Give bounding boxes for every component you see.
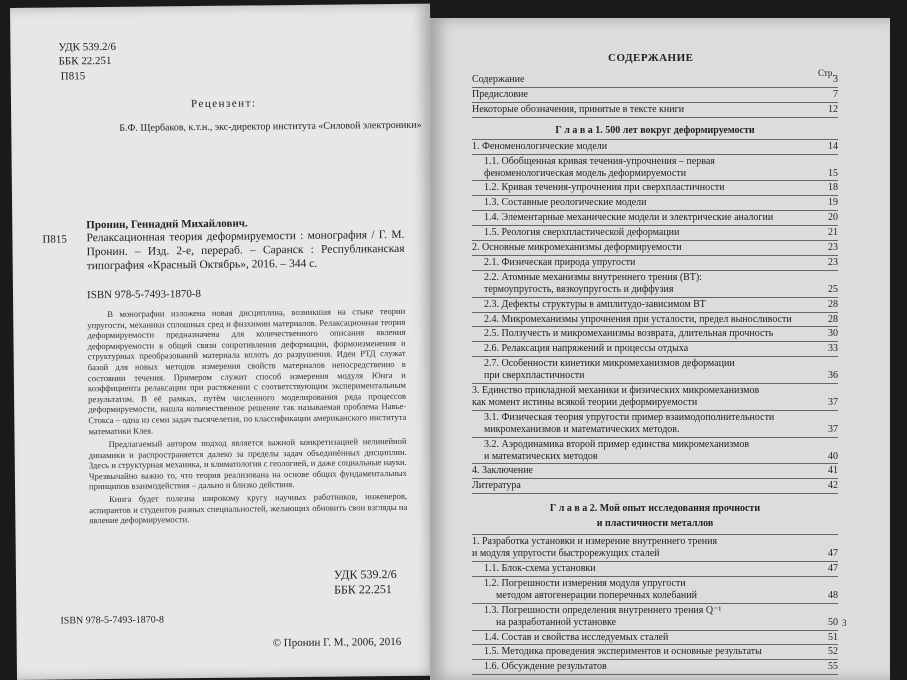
toc-entry-title: на разработанной установке (496, 616, 617, 628)
copyright: © Пронин Г. М., 2006, 2016 (272, 635, 402, 650)
toc-entry-title: 1.5. Реология сверхпластической деформации (484, 227, 680, 239)
toc-separator (472, 478, 838, 479)
toc-entry (472, 358, 838, 369)
toc-entry (472, 272, 838, 283)
toc-entry-title: 2.5. Ползучесть и микромеханизмы возврата, длительная прочность (484, 328, 774, 340)
toc-separator (472, 493, 838, 494)
toc-entry (472, 632, 838, 643)
chapter-heading: Г л а в а 1. 500 лет вокруг деформируемости (555, 124, 755, 136)
toc-entry-title: 1. Феноменологические модели (472, 140, 608, 152)
toc-entry-page: 23 (828, 256, 838, 268)
toc-entry-page: 14 (828, 140, 838, 152)
isbn-bottom: ISBN 978-5-7493-1870-8 (60, 614, 165, 627)
toc-separator (472, 225, 838, 226)
toc-entry-title: Содержание (472, 74, 525, 85)
abstract-paragraph-3: Книга будет полезна широкому кругу научных работников, инженеров, аспирантов и студентов разных специальностей, желающих обновить свои взгляды на явление деформируемости. (89, 490, 408, 526)
toc-entry-page: 7 (833, 88, 838, 100)
toc-separator (472, 603, 838, 604)
udk-top: УДК 539.2/6 (58, 40, 117, 54)
left-page (10, 4, 437, 680)
toc-entry (472, 397, 838, 408)
toc-separator (472, 576, 838, 577)
toc-entry (472, 182, 838, 193)
toc-separator (472, 383, 838, 384)
toc-entry (472, 548, 838, 559)
toc-entry-page: 40 (828, 450, 838, 462)
toc-entry-title: 2.1. Физическая природа упругости (484, 256, 636, 268)
toc-separator (472, 410, 838, 411)
catalog-code: П815 (42, 233, 67, 246)
toc-separator (472, 255, 838, 256)
toc-entry (472, 343, 838, 354)
toc-separator (472, 195, 838, 196)
toc-entry (472, 141, 838, 152)
toc-entry-page: 21 (828, 227, 838, 239)
right-page (430, 18, 890, 680)
isbn: ISBN 978-5-7493-1870-8 (86, 288, 202, 302)
toc-entry-page: 36 (828, 370, 838, 382)
toc-entry-page: 41 (828, 465, 838, 477)
toc-entry-title: 1.3. Погрешности определения внутреннего трения Q⁻¹ (484, 604, 722, 616)
toc-entry-title: как момент истины всякой теории деформируемости (472, 396, 698, 408)
toc-entry (472, 536, 838, 547)
toc-entry (472, 74, 838, 85)
toc-entry-title: 2.3. Дефекты структуры в амплитудо-зависимом ВТ (484, 298, 706, 310)
toc-entry (472, 465, 838, 476)
udk-bottom: УДК 539.2/6 (333, 566, 397, 582)
toc-separator (472, 240, 838, 241)
toc-entry-title: 2.2. Атомные механизмы внутреннего трения (ВТ): (484, 271, 702, 283)
toc-separator (472, 534, 838, 535)
toc-entry-page: 25 (828, 283, 838, 295)
toc-entry-title: 1. Разработка установки и измерение внутреннего трения (472, 536, 718, 548)
toc-entry-title: 1.4. Состав и свойства исследуемых сталей (484, 631, 669, 643)
toc-entry-page: 15 (828, 167, 838, 179)
toc-entry-title: 2.6. Релаксация напряжений и процессы отдыха (484, 343, 689, 355)
toc-entry-title: 1.1. Обобщенная кривая течения-упрочнения – первая (484, 155, 715, 167)
toc-separator (472, 674, 838, 675)
contents-heading: СОДЕРЖАНИЕ (608, 52, 694, 64)
toc-entry-page: 48 (828, 589, 838, 601)
toc-entry (472, 242, 838, 253)
toc-entry (472, 661, 838, 672)
toc-entry (472, 578, 838, 589)
toc-entry-page: 37 (828, 423, 838, 435)
toc-entry-page: 18 (828, 182, 838, 194)
toc-entry-title: 1.1. Блок-схема установки (484, 563, 596, 574)
toc-entry (472, 314, 838, 325)
toc-separator (472, 210, 838, 211)
toc-entry-title: 1.6. Обсуждение результатов (484, 661, 607, 673)
toc-entry (472, 257, 838, 268)
toc-entry (472, 299, 838, 310)
toc-entry-title: 1.3. Составные реологические модели (484, 197, 647, 209)
toc-separator (472, 180, 838, 181)
toc-entry-title: и математических методов (484, 450, 598, 462)
chapter-heading: и пластичности металлов (596, 518, 714, 530)
toc-entry-page: 3 (833, 74, 838, 85)
toc-entry (472, 412, 838, 423)
toc-entry-page: 42 (828, 480, 838, 492)
reviewer-heading: Рецензент: (190, 97, 257, 111)
toc-separator (472, 297, 838, 298)
toc-entry (472, 617, 838, 628)
toc-entry-title: 4. Заключение (472, 465, 533, 477)
toc-entry-page: 47 (828, 548, 838, 560)
author-name: Пронин, Геннадий Михайлович. (86, 217, 248, 232)
toc-entry-title: 1.5. Методика проведения экспериментов и основные результаты (484, 646, 762, 658)
toc-entry (472, 370, 838, 381)
toc-separator (472, 117, 838, 118)
toc-entry-title: 2.4. Микромеханизмы упрочнения при усталости, предел выносливости (484, 313, 792, 325)
toc-separator (472, 561, 838, 562)
abstract-paragraph-2: Предлагаемый автором подход является важной конкретизацией нелинейной динамики и распространяется далеко за пределы задач объединённых дисциплин. Здесь и структурная механика, и климатология с геологией, и даже социальные науки. Чрезвычайно важно то, что теория реализована на основе общих фундаментальных принципов взаимодействия – дально и близко действия. (88, 435, 407, 492)
toc-entry-page: 50 (828, 616, 838, 628)
toc-entry-page: 55 (828, 661, 838, 673)
toc-entry-page: 28 (828, 298, 838, 310)
toc-separator (472, 659, 838, 660)
toc-entry (472, 104, 838, 115)
toc-entry (472, 590, 838, 601)
table-of-contents (472, 74, 838, 673)
toc-separator (472, 312, 838, 313)
toc-entry-page: 37 (828, 396, 838, 408)
toc-entry-title: и модуля упругости быстрорежущих сталей (472, 548, 660, 560)
toc-separator (472, 87, 838, 88)
toc-entry-title: 2.7. Особенности кинетики микромеханизмов деформации (484, 358, 735, 370)
toc-entry (472, 168, 838, 179)
toc-entry (472, 284, 838, 295)
toc-entry (472, 156, 838, 167)
page-column-label: Стр. (818, 68, 835, 78)
toc-entry (472, 451, 838, 462)
toc-separator (472, 341, 838, 342)
toc-entry-page: 28 (828, 313, 838, 325)
bbk-bottom: ББК 22.251 (334, 582, 392, 597)
toc-entry-title: 3.1. Физическая теория упругости пример взаимодополнительности (484, 411, 775, 423)
page-number: 3 (842, 618, 847, 628)
toc-separator (472, 270, 838, 271)
toc-entry-page: 12 (828, 103, 838, 115)
toc-entry (472, 646, 838, 657)
toc-entry (472, 563, 838, 574)
toc-entry-title: 1.4. Элементарные механические модели и электрические аналогии (484, 212, 774, 224)
toc-entry-title: Предисловие (472, 88, 528, 100)
toc-separator (472, 154, 838, 155)
toc-entry (472, 424, 838, 435)
toc-entry-title: методом автогенерации поперечных колебаний (496, 589, 697, 601)
toc-separator (472, 437, 838, 438)
toc-entry-title: 1.2. Погрешности измерения модуля упругости (484, 577, 686, 589)
toc-entry (472, 328, 838, 339)
toc-entry (472, 197, 838, 208)
toc-entry-page: 51 (828, 631, 838, 643)
toc-entry-title: Некоторые обозначения, принятые в тексте книги (472, 103, 685, 115)
reviewer-name: Б.Ф. Щербаков, к.т.н., экс-директор института «Силовой электроники» (119, 119, 422, 134)
toc-separator (472, 463, 838, 464)
toc-separator (472, 139, 838, 140)
toc-entry (472, 605, 838, 616)
toc-entry (472, 89, 838, 100)
toc-entry-page: 23 (828, 242, 838, 253)
code-top: П815 (60, 70, 86, 83)
toc-entry-page: 33 (828, 343, 838, 355)
toc-entry-title: 1.2. Кривая течения-упрочнения при сверхпластичности (484, 182, 725, 194)
toc-separator (472, 326, 838, 327)
toc-entry-page: 30 (828, 328, 838, 340)
toc-separator (472, 644, 838, 645)
toc-entry-title: микромеханизмов и математических методов. (484, 423, 680, 435)
toc-separator (472, 630, 838, 631)
toc-entry-page: 20 (828, 212, 838, 224)
toc-entry-title: термоупругость, вязкоупругость и диффузия (484, 283, 674, 295)
toc-entry-title: при сверхпластичности (484, 370, 585, 382)
bbk-top: ББК 22.251 (58, 54, 112, 68)
toc-entry (472, 385, 838, 396)
toc-separator (472, 102, 838, 103)
toc-entry-title: Литература (472, 480, 521, 492)
abstract-paragraph-1: В монографии изложена новая дисциплина, возникшая на стыке теории упругости, механики сплошных сред и физхимии материалов. Релаксационная теория деформируемости предназначена для количественного описания явления деформируемости в общей связи сопротивления деформации, формоизменения и структурных преобразований материала вплоть до разрушения. Идеи РТД служат базой для новых методов измерения свойств материалов непосредственно в состоянии течения. Примером служит способ измерения модуля Юнга и коэффициента релаксации при растяжении с соответствующим экспериментальным результатом. В её рамках, путём численного моделирования ряда процессов деформируемости, нашла количественное решение так называемая проблема Навье-Стокса – одна из семи задач тысячелетия, по классификации американского института математики Клея. (87, 305, 407, 436)
toc-entry (472, 480, 838, 491)
toc-entry-title: 2. Основные микромеханизмы деформируемости (472, 242, 682, 253)
toc-entry (472, 227, 838, 238)
bibliographic-record: Релаксационная теория деформируемости : монография / Г. М. Пронин. – Изд. 2-е, перераб. – Саранск : Республиканская типография «Красный Октябрь», 2016. – 344 с. (86, 228, 405, 273)
toc-entry-page: 19 (828, 197, 838, 209)
toc-entry (472, 212, 838, 223)
chapter-heading: Г л а в а 2. Мой опыт исследования прочности (549, 503, 761, 515)
toc-entry-page: 52 (828, 646, 838, 658)
toc-entry-title: 3. Единство прикладной механики и физических микромеханизмов (472, 385, 760, 396)
toc-entry (472, 439, 838, 450)
toc-entry-title: феноменологическая модель деформируемости (484, 167, 687, 179)
toc-entry-title: 3.2. Аэродинамика второй пример единства микромеханизмов (484, 438, 750, 450)
toc-entry-page: 47 (828, 563, 838, 574)
toc-separator (472, 356, 838, 357)
